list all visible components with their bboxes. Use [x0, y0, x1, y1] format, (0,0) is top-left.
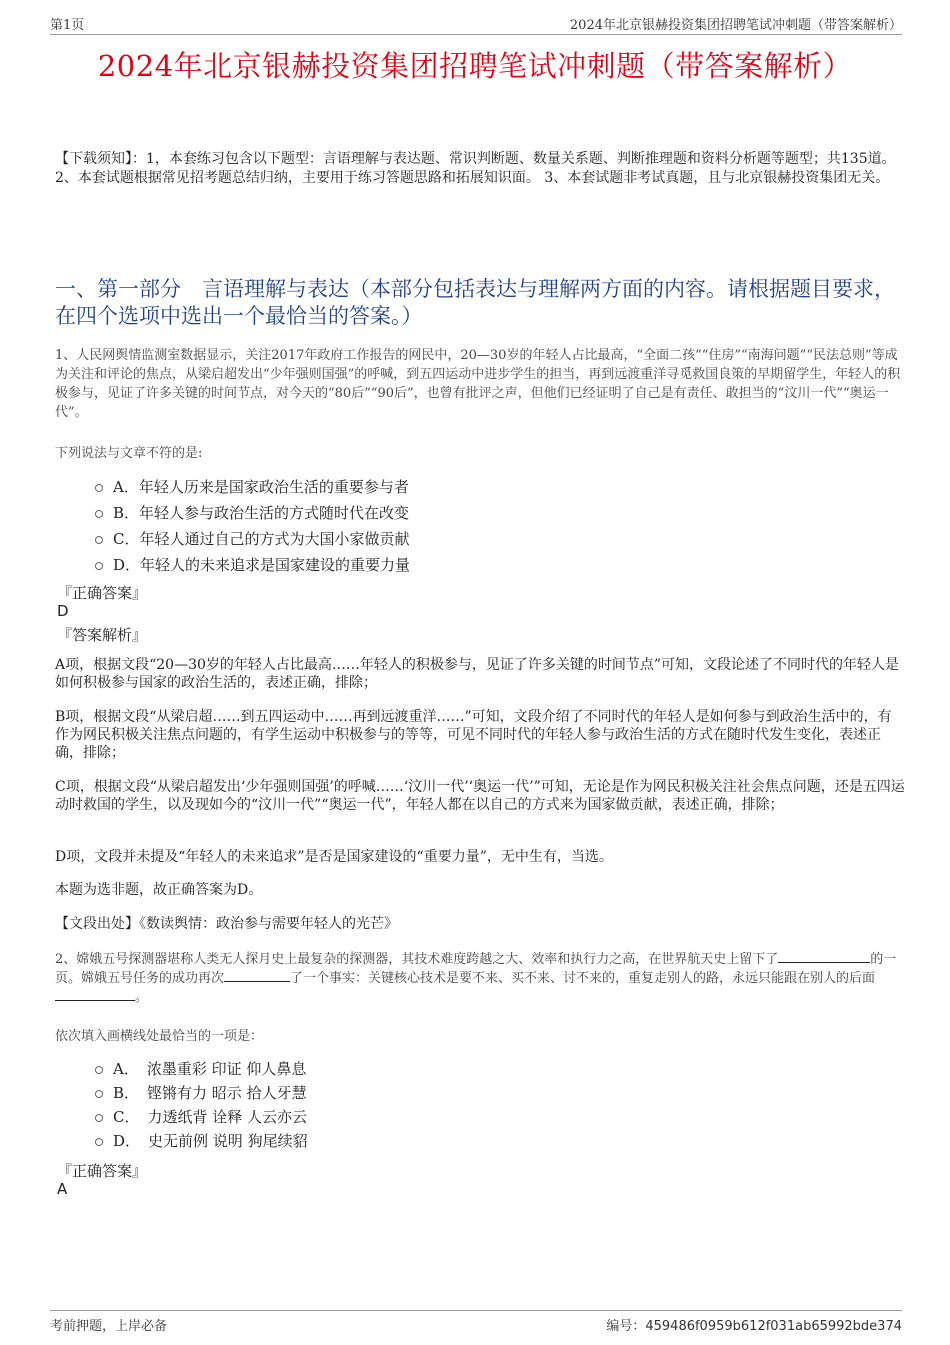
option-c[interactable]	[95, 525, 595, 551]
analysis-conclusion: 本题为选非题，故正确答案为D。	[55, 882, 263, 898]
code-label: 编号：	[606, 1319, 646, 1334]
option-letter: D．	[113, 555, 141, 574]
option-text: 年轻人历来是国家政治生活的重要参与者	[138, 477, 409, 496]
answer-value: D	[57, 602, 69, 620]
stem-part: 了一个事实：关键核心技术是要不来、买不来、讨不来的，重复走别人的路，永远只能跟在别人的后面	[290, 971, 876, 986]
radio-icon[interactable]	[95, 1090, 103, 1098]
option-letter: C．	[113, 529, 140, 548]
footer-slogan: 考前押题，上岸必备	[50, 1319, 168, 1334]
stem-part: 2、嫦娥五号探测器堪称人类无人探月史上最复杂的探测器，其技术难度跨越之大、效率和执行力之高，在世界航天史上留下了	[55, 952, 779, 967]
fill-blank	[55, 988, 135, 1001]
option-text: 年轻人参与政治生活的方式随时代在改变	[139, 503, 410, 522]
section-title: 一、第一部分 言语理解与表达（本部分包括表达与理解两方面的内容。请根据题目要求，在四个选项中选出一个最恰当的答案。）	[55, 277, 895, 328]
option-text: 力透纸背 诠释 人云亦云	[147, 1107, 308, 1126]
source-note: 【文段出处】《数读舆情：政治参与需要年轻人的光芒》	[55, 916, 398, 932]
header-doc-title: 2024年北京银赫投资集团招聘笔试冲刺题（带答案解析）	[569, 18, 902, 33]
option-text: 浓墨重彩 印证 仰人鼻息	[146, 1059, 307, 1078]
option-d[interactable]	[95, 551, 595, 577]
page-footer	[50, 1310, 902, 1334]
answer-label: 『正确答案』	[57, 584, 148, 602]
analysis-d: D项，文段并未提及“年轻人的未来追求”是否是国家建设的“重要力量”，无中生有，当选。	[55, 849, 613, 865]
option-text: 铿锵有力 昭示 拾人牙慧	[147, 1083, 307, 1102]
option-letter: A．	[113, 477, 139, 496]
option-letter: D．	[113, 1131, 141, 1150]
option-text: 史无前例 说明 狗尾续貂	[148, 1131, 308, 1150]
fill-blank	[778, 950, 870, 963]
question-1-prompt: 下列说法与文章不符的是:	[55, 446, 203, 461]
document-title: 2024年北京银赫投资集团招聘笔试冲刺题（带答案解析）	[97, 49, 853, 83]
option-letter: A．	[113, 1059, 139, 1078]
question-2-prompt: 依次填入画横线处最恰当的一项是：	[55, 1029, 264, 1044]
fill-blank	[224, 969, 290, 982]
radio-icon[interactable]	[95, 1114, 103, 1122]
radio-icon[interactable]	[95, 562, 103, 570]
question-2-options	[95, 1056, 595, 1152]
page-header	[50, 14, 902, 35]
stem-part: 。	[135, 990, 149, 1005]
answer-label: 『正确答案』	[57, 1162, 148, 1180]
option-d[interactable]	[95, 1128, 595, 1152]
analysis-c: C项，根据文段“从梁启超发出‘少年强则国强’的呼喊……‘汶川一代’‘奥运一代’”可知，无论是作为网民积极关注社会焦点问题，还是五四运动时救国的学生，以及现如今的“汶川一代”“奥运一代”，年轻人都在以自己的方式来为国家做贡献，表述正确，排除；	[55, 779, 905, 813]
option-text: 年轻人通过自己的方式为大国小家做贡献	[139, 529, 410, 548]
radio-icon[interactable]	[95, 536, 103, 544]
footer-code	[606, 1315, 902, 1334]
analysis-label: 『答案解析』	[57, 626, 148, 644]
radio-icon[interactable]	[95, 1138, 103, 1146]
option-b[interactable]	[95, 1080, 595, 1104]
answer-value: A	[57, 1180, 68, 1198]
code-value: 459486f0959b612f031ab65992bde374	[645, 1319, 902, 1334]
question-1-options	[95, 473, 595, 577]
option-b[interactable]	[95, 499, 595, 525]
radio-icon[interactable]	[95, 510, 103, 518]
option-text: 年轻人的未来追求是国家建设的重要力量	[140, 555, 411, 574]
option-letter: B．	[113, 1083, 140, 1102]
page-number: 第1页	[50, 18, 85, 33]
radio-icon[interactable]	[95, 1066, 103, 1074]
analysis-a: A项，根据文段“20—30岁的年轻人占比最高……年轻人的积极参与，见证了许多关键的时间节点”可知，文段论述了不同时代的年轻人是如何积极参与国家的政治生活的，表述正确，排除；	[55, 657, 900, 691]
option-a[interactable]	[95, 1056, 595, 1080]
question-1-stem: 1、人民网舆情监测室数据显示，关注2017年政府工作报告的网民中，20—30岁的年轻人占比最高，“全面二孩”“住房”“南海问题”“民法总则”等成为关注和评论的焦点，从梁启超发出“少年强则国强”的呼喊，到五四运动中进步学生的担当，再到远渡重洋寻觅救国良策的早期留学生，年轻人的积极参与，见证了许多关键的时间节点，对今天的“80后”“90后”，也曾有批评之声，但他们已经证明了自己是有责任、敢担当的“汶川一代”“奥运一代”。	[55, 348, 901, 420]
download-notice: 【下载须知】：1，本套练习包含以下题型：言语理解与表达题、常识判断题、数量关系题、判断推理题和资料分析题等题型；共135道。 2、本套试题根据常见招考题总结归纳，主要用于练习答题思路和拓展知识面。 3、本套试题非考试真题，且与北京银赫投资集团无关。	[55, 151, 896, 186]
radio-icon[interactable]	[95, 484, 103, 492]
question-2-stem	[55, 950, 903, 1007]
option-letter: B．	[113, 503, 140, 522]
stem-part: 的一页。嫦娥五号任务的成功再次	[55, 952, 897, 986]
analysis-b: B项，根据文段“从梁启超……到五四运动中……再到远渡重洋……”可知，文段介绍了不同时代的年轻人是如何参与到政治生活中的，有作为网民积极关注焦点问题的，有学生运动中积极参与的等等，可见不同时代的年轻人参与政治生活的方式在随时代发生变化，表述正确，排除；	[55, 709, 892, 761]
option-letter: C．	[113, 1107, 140, 1126]
option-c[interactable]	[95, 1104, 595, 1128]
option-a[interactable]	[95, 473, 595, 499]
